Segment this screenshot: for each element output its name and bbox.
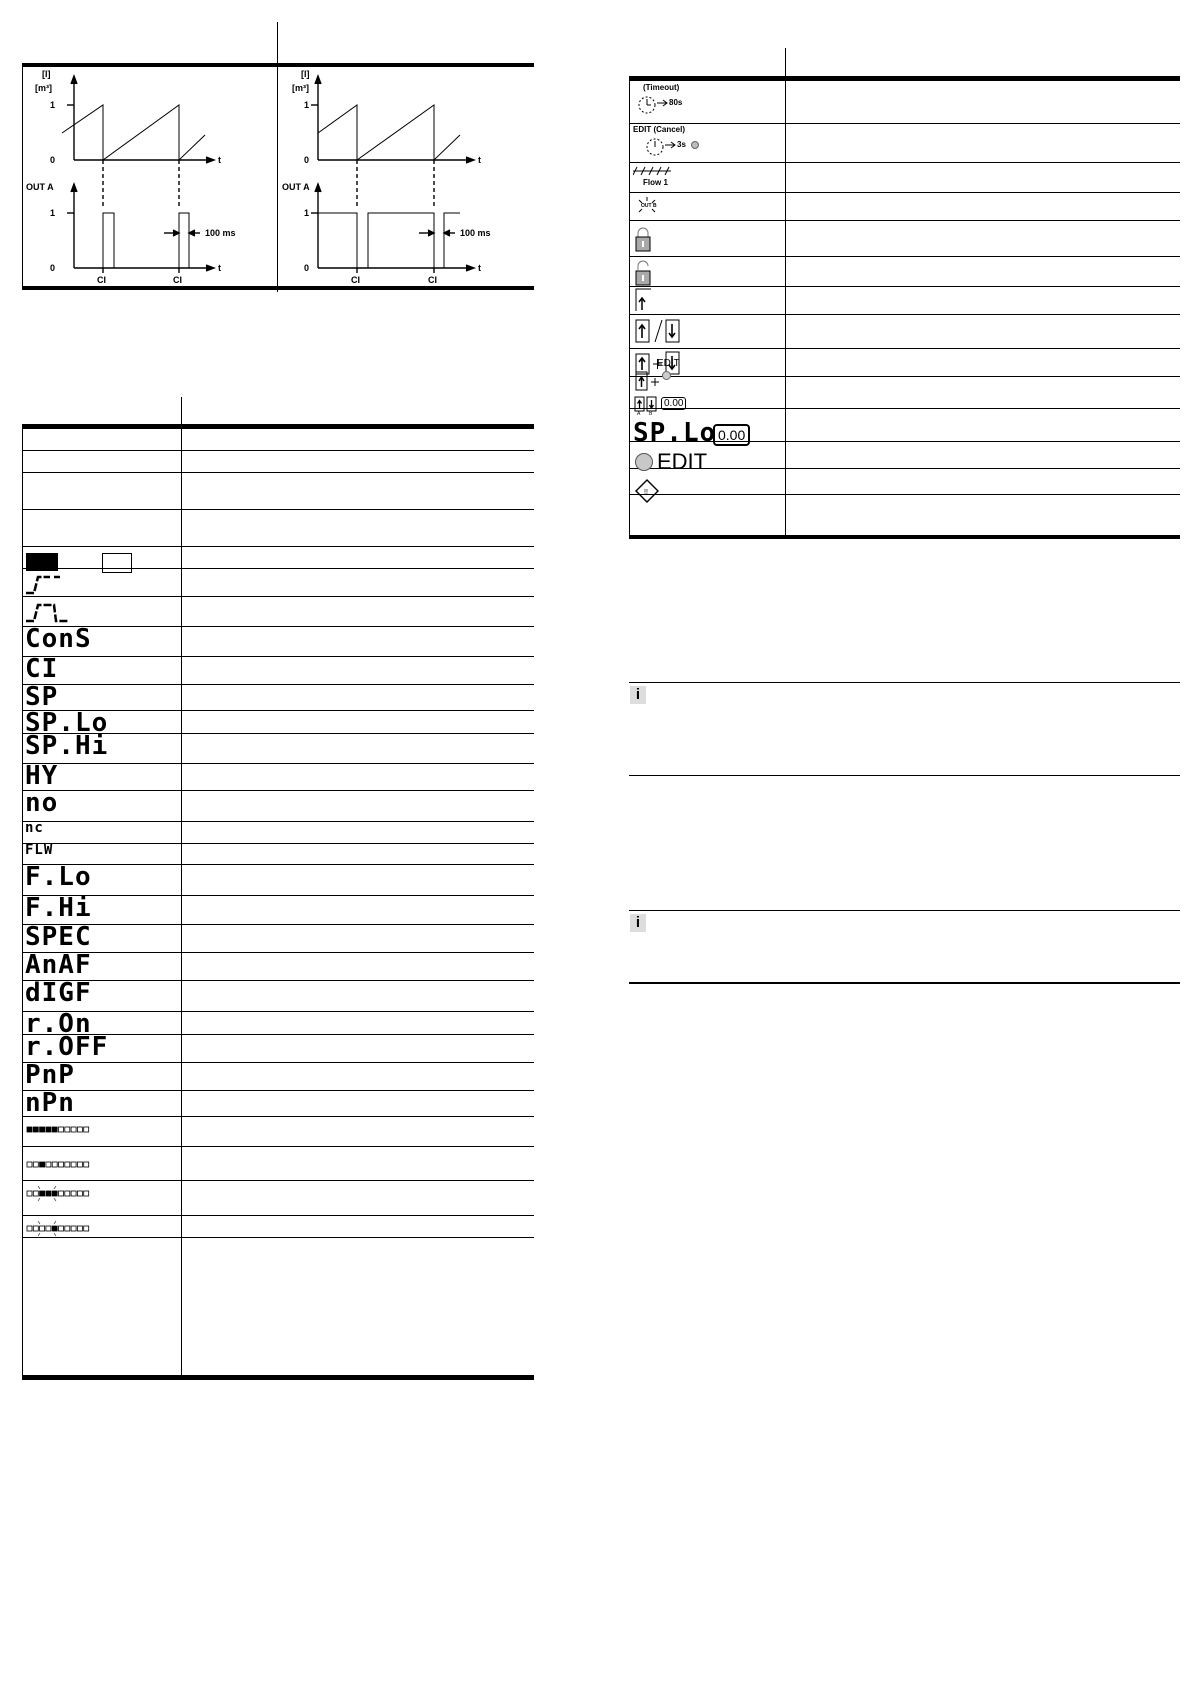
info-note-1 xyxy=(629,682,1180,776)
timeout-icon xyxy=(633,83,783,123)
out-tick-1: 1 xyxy=(304,208,310,218)
edit-cancel-label: EDIT (Cancel) xyxy=(633,125,686,134)
table-row-border xyxy=(22,864,534,865)
bar-graph-icon xyxy=(26,1185,106,1208)
segment-symbol: AnAF xyxy=(25,950,92,980)
diagram-left xyxy=(22,68,277,288)
y-unit-m3: [m³] xyxy=(292,83,309,93)
value-box-2: 0.00 xyxy=(713,424,750,446)
table-row-border xyxy=(629,348,1180,349)
splo-value-icon xyxy=(633,418,783,451)
arrow-right-icon xyxy=(665,140,677,150)
diagram-header-rule xyxy=(22,63,534,67)
edit-button-circle-icon xyxy=(635,453,653,471)
key-a-label: A xyxy=(637,411,641,417)
ci-label-2: CI xyxy=(173,275,182,285)
table-row-border xyxy=(22,980,534,981)
table-row-border xyxy=(22,450,534,451)
timeout-value: 80s xyxy=(669,98,683,107)
key-b-label: B xyxy=(649,411,653,417)
table-row-border xyxy=(22,843,534,844)
up-plus-edit-icon xyxy=(635,356,715,392)
up-key-press-icon xyxy=(635,286,655,312)
ab-keys-value-icon xyxy=(634,394,714,420)
display-inverted-normal-icon xyxy=(26,551,176,573)
axis-t: t xyxy=(218,155,221,165)
table-row-border xyxy=(22,1375,534,1376)
table-row-border xyxy=(22,656,534,657)
edit-button-row-icon xyxy=(633,450,783,476)
flow-hatch-icon xyxy=(633,166,673,176)
table-row-border xyxy=(22,509,534,510)
table-row-border xyxy=(22,1215,534,1216)
switching-threshold-icon xyxy=(24,573,84,602)
out-a-label: OUT A xyxy=(282,182,310,192)
table-row-border xyxy=(629,286,1180,287)
segment-symbol: no xyxy=(25,788,59,818)
table-row-border xyxy=(22,790,534,791)
timeout-label: (Timeout) xyxy=(643,83,680,92)
tick-0: 0 xyxy=(304,155,310,165)
table-row-border xyxy=(22,1116,534,1117)
tick-1: 1 xyxy=(50,100,56,110)
table-row-border xyxy=(22,546,534,547)
table-row-border xyxy=(22,821,534,822)
symbol-table-col-divider xyxy=(181,397,182,1377)
stopwatch-icon xyxy=(643,135,667,157)
bar-graph-icon xyxy=(26,1220,106,1243)
edit-cancel-value: 3s xyxy=(677,140,686,149)
segment-symbol: HY xyxy=(25,761,59,791)
table-row-border xyxy=(22,472,534,473)
out-tick-1: 1 xyxy=(50,208,56,218)
segment-symbol: r.On xyxy=(25,1009,92,1039)
table-row-border xyxy=(22,1062,534,1063)
table-row-border xyxy=(22,684,534,685)
icon-table-col-divider xyxy=(785,48,786,538)
out-a-label: OUT A xyxy=(26,182,54,192)
edit-cancel-icon xyxy=(633,123,783,163)
flashing-out-icon xyxy=(633,193,783,221)
up-or-down-keys-icon xyxy=(635,316,695,344)
info-icon: i xyxy=(630,686,646,704)
diagram-table xyxy=(22,22,534,292)
table-row-border xyxy=(22,895,534,896)
edit-big-label: EDIT xyxy=(657,449,708,474)
segment-symbol: PnP xyxy=(25,1060,75,1090)
segment-symbol: F.Hi xyxy=(25,893,92,923)
tick-0: 0 xyxy=(50,155,56,165)
flow-icon xyxy=(633,162,783,192)
flow-label: Flow 1 xyxy=(643,178,668,187)
ci-label-1: CI xyxy=(351,275,360,285)
segment-symbol: r.OFF xyxy=(25,1032,109,1062)
table-row-border xyxy=(629,535,1180,536)
ci-label-2: CI xyxy=(428,275,437,285)
table-row-border xyxy=(629,314,1180,315)
segment-symbol: F.Lo xyxy=(25,862,92,892)
edit-button-dot-icon xyxy=(691,141,699,149)
stopwatch-icon xyxy=(635,93,659,115)
symbol-table xyxy=(22,397,534,1382)
out-axis-t: t xyxy=(218,263,221,273)
edit-button-dot-icon xyxy=(662,371,671,380)
y-unit-m3: [m³] xyxy=(35,83,52,93)
table-row-border xyxy=(22,428,534,429)
table-row-border xyxy=(22,596,534,597)
symbol-table-left-border xyxy=(22,425,23,1377)
y-unit-l: [l] xyxy=(301,69,310,79)
bar-graph-icon xyxy=(26,1121,106,1144)
bar-graph-icon xyxy=(26,1156,106,1179)
table-row-border xyxy=(22,1180,534,1181)
icon-table-left-border xyxy=(629,78,630,538)
out-tick-0: 0 xyxy=(304,263,310,273)
segment-symbol: SP xyxy=(25,682,59,712)
splo-symbol: SP.Lo xyxy=(633,418,717,448)
table-row-border xyxy=(22,1011,534,1012)
table-row-border xyxy=(22,1146,534,1147)
arrow-right-icon xyxy=(657,98,669,108)
segment-symbol: CI xyxy=(25,654,59,684)
table-row-border xyxy=(22,763,534,764)
icon-table xyxy=(629,48,1180,543)
segment-symbol: FLW xyxy=(25,842,54,858)
segment-symbol: dIGF xyxy=(25,978,92,1008)
lock-open-icon xyxy=(635,260,651,286)
out-tick-0: 0 xyxy=(50,263,56,273)
edit-label-small: EDIT xyxy=(657,358,680,369)
table-row-border xyxy=(629,494,1180,495)
lock-closed-icon xyxy=(635,226,651,252)
pulse-label: 100 ms xyxy=(460,228,491,238)
y-unit-l: [l] xyxy=(42,69,51,79)
table-row-border xyxy=(22,952,534,953)
pulse-label: 100 ms xyxy=(205,228,236,238)
flash-label: OUT B xyxy=(641,203,657,209)
table-row-border xyxy=(22,1090,534,1091)
svg-text:!!: !! xyxy=(644,489,648,496)
segment-symbol: SP.Hi xyxy=(25,731,109,761)
ci-label-1: CI xyxy=(97,275,106,285)
segment-symbol: nc xyxy=(25,820,44,836)
ifwarning-diamond-icon xyxy=(634,478,664,508)
icon-table-header-rule xyxy=(629,76,1180,81)
table-row-border xyxy=(629,256,1180,257)
segment-symbol: SPEC xyxy=(25,922,92,952)
info-icon: i xyxy=(630,914,646,932)
info-note-2 xyxy=(629,910,1180,984)
segment-symbol: nPn xyxy=(25,1088,75,1118)
segment-symbol: ConS xyxy=(25,624,92,654)
tick-1: 1 xyxy=(304,100,310,110)
segment-symbol: SP.Lo xyxy=(25,708,109,738)
value-box: 0.00 xyxy=(661,397,686,410)
out-axis-t: t xyxy=(478,263,481,273)
diagram-right xyxy=(278,68,534,288)
table-row-border xyxy=(22,924,534,925)
table-row-border xyxy=(22,626,534,627)
axis-t: t xyxy=(478,155,481,165)
